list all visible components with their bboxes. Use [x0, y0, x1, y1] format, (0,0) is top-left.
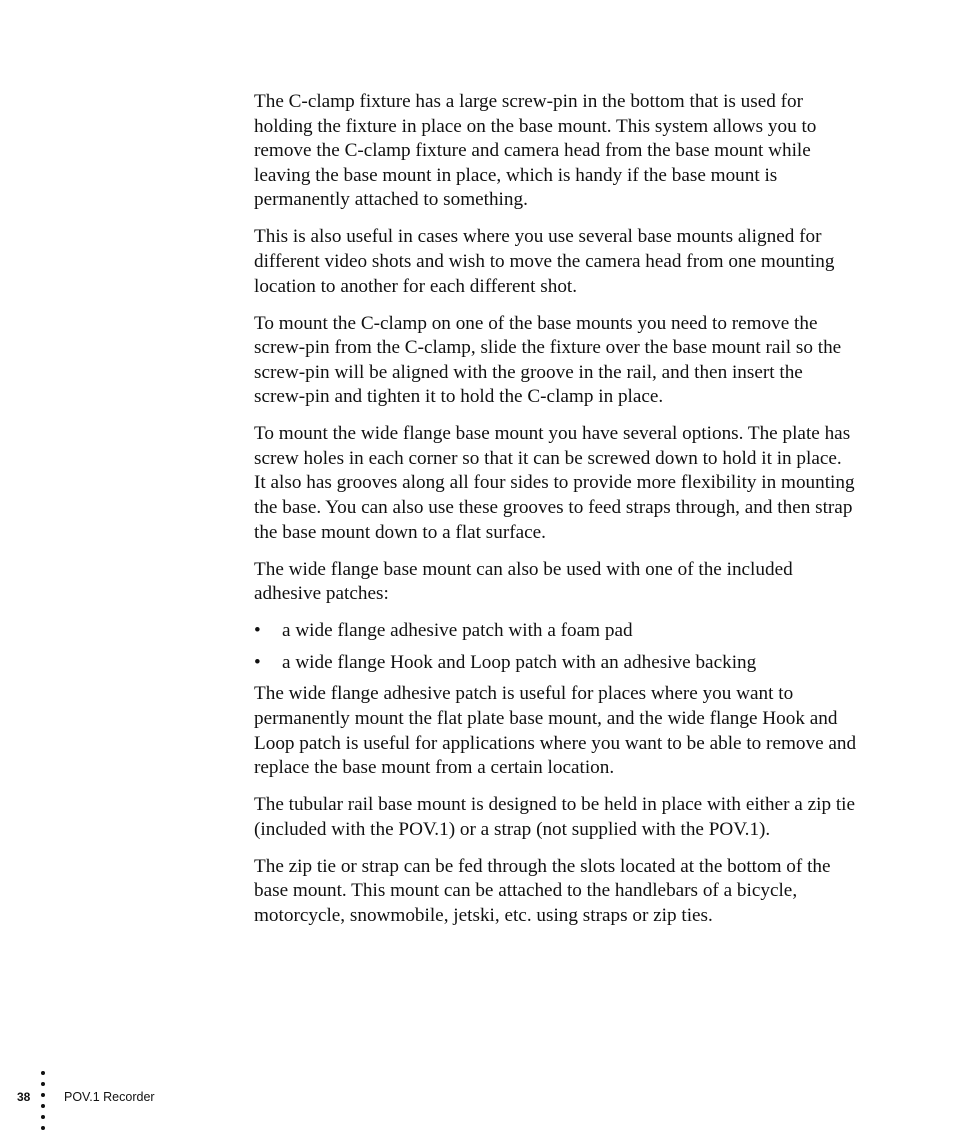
bullet-icon: •	[254, 651, 261, 673]
bullet-icon: •	[254, 620, 261, 642]
list-item	[254, 619, 858, 644]
paragraph-zip-tie: The zip tie or strap can be fed through the slots located at the bottom of the base mount. This mount can be attached to the handlebars of a bicycle, motorcycle, snowmobile, jetski, etc. using straps or zip ties.	[254, 855, 831, 926]
page-footer	[0, 1068, 300, 1132]
list-item-text: a wide flange Hook and Loop patch with an adhesive backing	[282, 651, 757, 673]
adhesive-patch-list	[254, 619, 858, 675]
page-number: 38	[17, 1090, 31, 1104]
paragraph-adhesive-patches: The wide flange base mount can also be used with one of the included adhesive patches:	[254, 558, 793, 605]
paragraph-c-clamp-fixture: The C-clamp fixture has a large screw-pin in the bottom that is used for holding the fixture in place on the base mount. This system allows you to remove the C-clamp fixture and camera head from the base mount while leaving the base mount in place, which is handy if the base mount is permanently attached to something.	[254, 91, 817, 211]
dot-divider-icon	[41, 1071, 47, 1137]
page-body	[254, 90, 858, 941]
list-item-text: a wide flange adhesive patch with a foam pad	[282, 620, 633, 642]
paragraph-tubular-rail: The tubular rail base mount is designed to be held in place with either a zip tie (included with the POV.1) or a strap (not supplied with the POV.1).	[254, 794, 856, 840]
paragraph-mount-c-clamp: To mount the C-clamp on one of the base mounts you need to remove the screw-pin from the C-clamp, slide the fixture over the base mount rail so the screw-pin will be aligned with the groove in the rail, and then insert the screw-pin and tighten it to hold the C-clamp in place.	[254, 312, 842, 408]
paragraph-several-base-mounts: This is also useful in cases where you use several base mounts aligned for different video shots and wish to move the camera head from one mounting location to another for each different shot.	[254, 226, 835, 297]
paragraph-wide-flange-options: To mount the wide flange base mount you have several options. The plate has screw holes in each corner so that it can be screwed down to hold it in place. It also has grooves along all four sides to provide more flexibility in mounting the base. You can also use these grooves to feed straps through, and then strap the base mount down to a flat surface.	[254, 423, 855, 543]
list-item	[254, 651, 858, 676]
footer-title: POV.1 Recorder	[64, 1090, 155, 1104]
paragraph-adhesive-patch-use: The wide flange adhesive patch is useful for places where you want to permanently mount the flat plate base mount, and the wide flange Hook and Loop patch is useful for applications where you want to be able to remove and replace the base mount from a certain location.	[254, 683, 857, 779]
